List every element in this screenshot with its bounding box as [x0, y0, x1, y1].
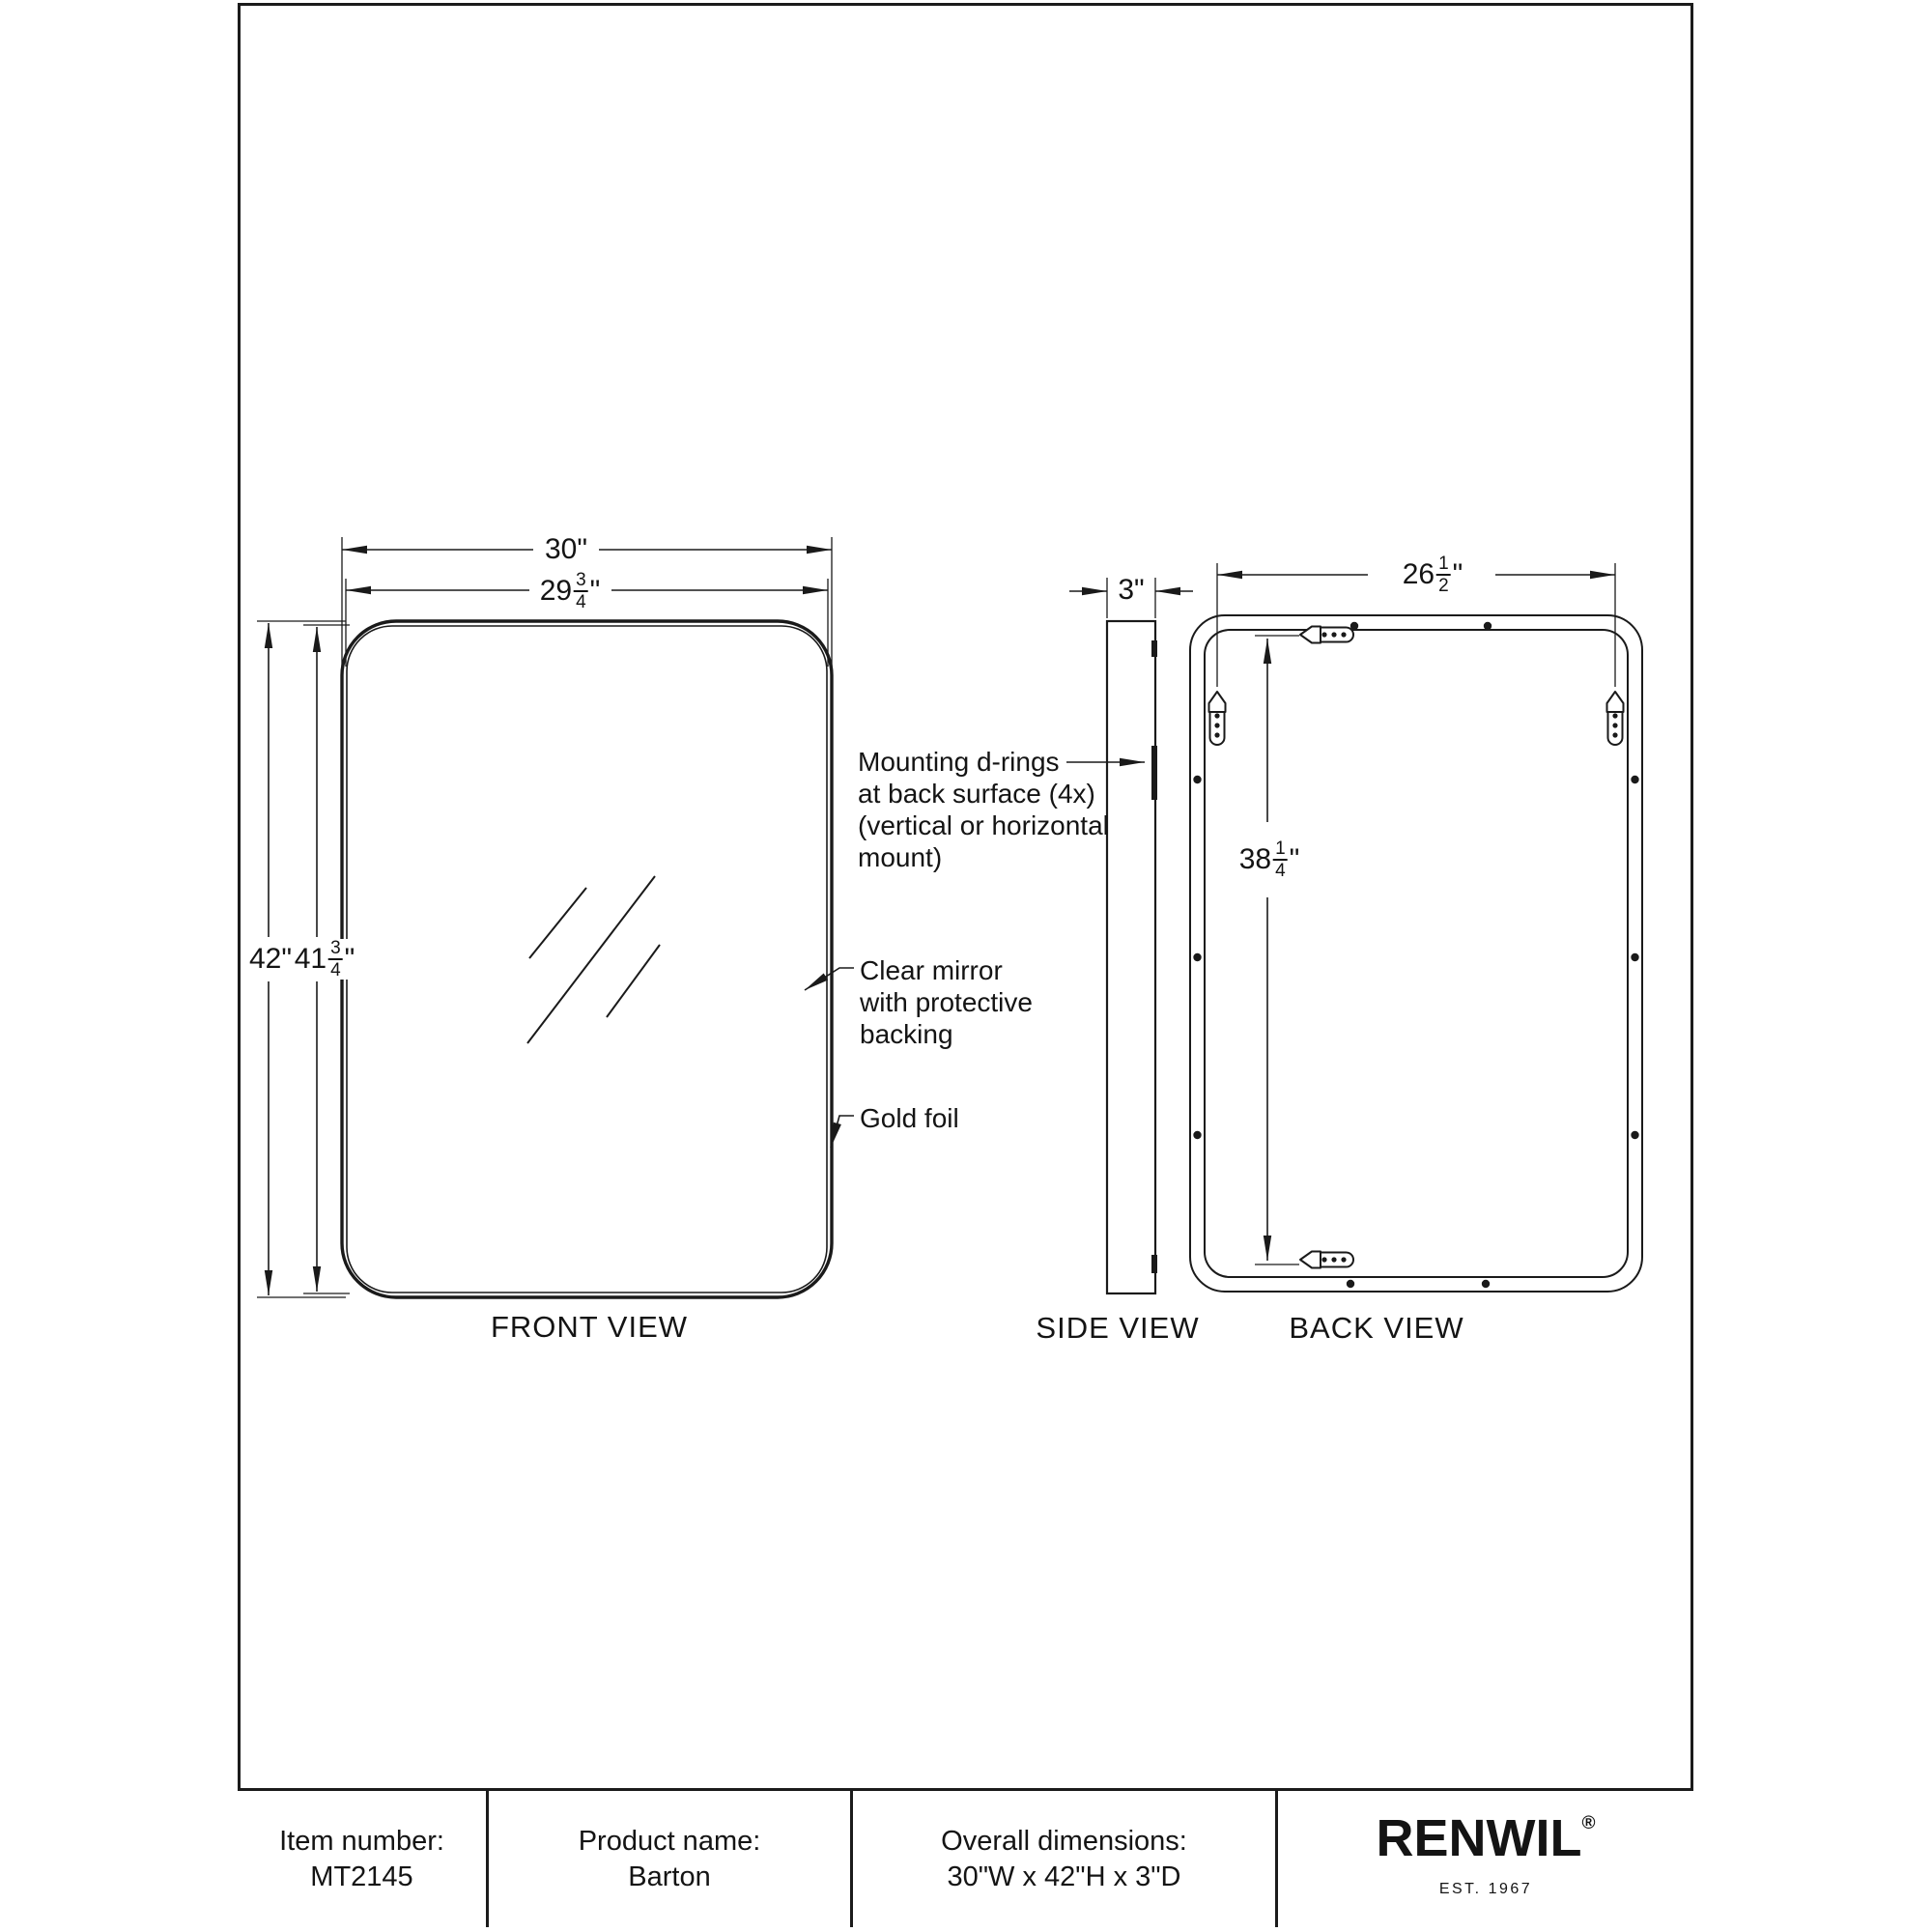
d-ring-icon-top	[1300, 627, 1353, 643]
d-ring-icon-left	[1209, 692, 1226, 745]
side-view-label: SIDE VIEW	[1036, 1311, 1200, 1345]
registered-mark-icon: ®	[1581, 1812, 1596, 1833]
annotation-clear-mirror: Clear mirror with protective backing	[860, 955, 1033, 1049]
product-name-label: Product name:	[578, 1825, 761, 1857]
item-number-value: MT2145	[310, 1861, 413, 1892]
brand-tagline: EST. 1967	[1438, 1880, 1533, 1897]
d-ring-icon-bottom	[1300, 1252, 1353, 1268]
overall-dimensions-label: Overall dimensions:	[941, 1825, 1187, 1857]
front-view-frame	[342, 621, 832, 1297]
product-name-cell	[486, 1791, 850, 1927]
item-number-cell	[238, 1791, 486, 1927]
brand-cell	[1275, 1791, 1693, 1927]
dim-front-width-glass: 29 $\frac{3}{4}$ "	[537, 571, 604, 611]
dim-back-width: 26 $\frac{1}{2}$ "	[1400, 554, 1466, 595]
back-view-dimension-lines	[1217, 563, 1615, 1264]
dim-back-height: 38 $\frac{1}{4}$ "	[1236, 839, 1303, 880]
title-block	[238, 1788, 1693, 1927]
dim-side-depth: 3 "	[1115, 576, 1147, 605]
dim-front-width: 30 "	[542, 535, 590, 564]
d-ring-icon-right	[1607, 692, 1624, 745]
back-view-label: BACK VIEW	[1289, 1311, 1464, 1345]
back-view-frame	[1190, 615, 1642, 1292]
dim-front-height-glass: 41 $\frac{3}{4}$ "	[292, 939, 358, 980]
side-view-frame	[1107, 621, 1157, 1293]
fraction: $\frac{1}{2}$	[1438, 554, 1449, 596]
fraction: $\frac{1}{4}$	[1275, 838, 1286, 881]
annotation-mounting-drings: Mounting d-rings at back surface (4x) (vertical or horizontal mount)	[858, 747, 1109, 872]
fraction: $\frac{3}{4}$	[330, 938, 341, 980]
back-view-rivets	[1193, 622, 1638, 1288]
front-view-label: FRONT VIEW	[490, 1310, 689, 1344]
dim-front-height: 42 "	[246, 945, 295, 974]
renwil-logo: RENWIL ®	[1376, 1808, 1596, 1867]
mirror-shine-icon	[527, 876, 660, 1043]
product-name-value: Barton	[628, 1861, 711, 1892]
overall-dimensions-cell	[850, 1791, 1275, 1927]
overall-dimensions-value: 30"W x 42"H x 3"D	[947, 1861, 1181, 1892]
fraction: $\frac{3}{4}$	[576, 570, 586, 612]
annotation-gold-foil: Gold foil	[860, 1103, 959, 1133]
item-number-label: Item number:	[279, 1825, 444, 1857]
